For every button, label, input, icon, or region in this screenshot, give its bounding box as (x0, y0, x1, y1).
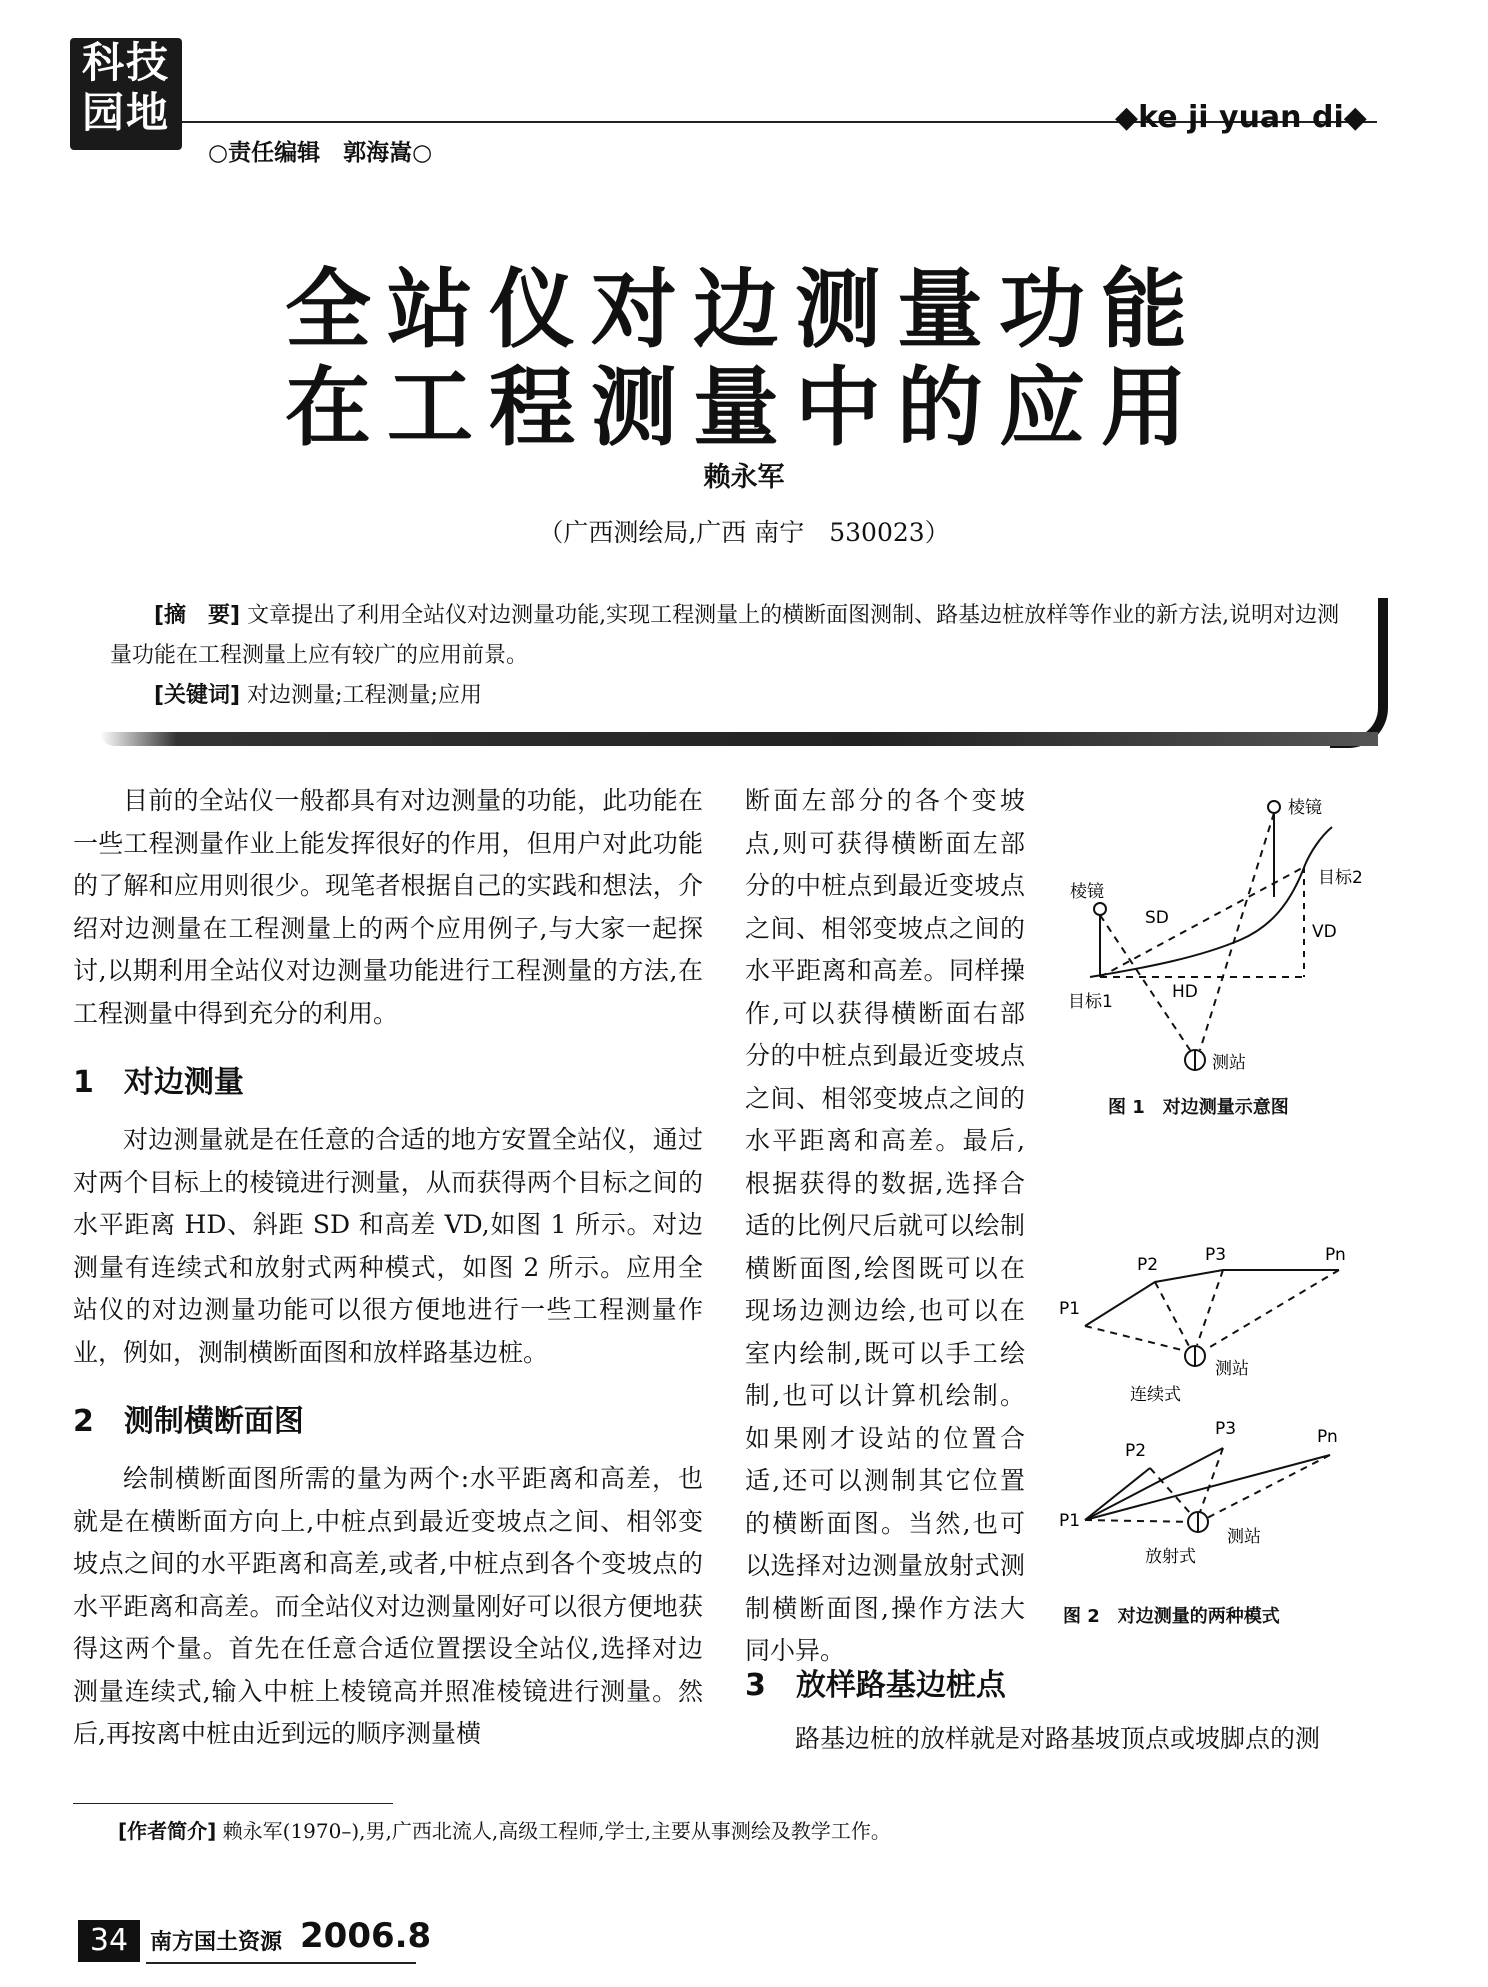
fig1-station-label: 测站 (1212, 1053, 1246, 1073)
fig2-mode-continuous: 连续式 (1130, 1385, 1181, 1405)
column-logo-line2: 园地 (81, 88, 170, 137)
keywords-label: [关键词] (154, 683, 241, 708)
abstract-bar (100, 732, 1378, 746)
section3-block (745, 1660, 1385, 1761)
fig2-mode-radial: 放射式 (1145, 1547, 1196, 1567)
keywords-text: 对边测量;工程测量;应用 (247, 683, 482, 708)
fig2-c-p2: P2 (1137, 1255, 1159, 1275)
page-number: 34 (78, 1920, 140, 1962)
intro-paragraph: 目前的全站仪一般都具有对边测量的功能，此功能在一些工程测量作业上能发挥很好的作用，但用户对此功能的了解和应用则很少。现笔者根据自己的实践和想法，介绍对边测量在工程测量上的两个应用例子,与大家一起探讨,以期利用全站仪对边测量功能进行工程测量的方法,在工程测量中得到充分的利用。 (73, 786, 703, 1028)
radial-mode (1085, 1448, 1330, 1522)
section3-title: 3 放样路基边桩点 (745, 1668, 1006, 1703)
fig1-vd-label: VD (1312, 922, 1337, 942)
abstract-label: [摘 要] (154, 603, 241, 628)
fig2-c-p3: P3 (1205, 1245, 1227, 1265)
left-column (73, 780, 703, 1756)
figure1 (1060, 785, 1380, 1125)
continuous-station-icon (1185, 1346, 1205, 1366)
author-note-label: [作者简介] (118, 1819, 217, 1843)
figure1-caption: 图 1 对边测量示意图 (1108, 1097, 1289, 1118)
section2-continued: 断面左部分的各个变坡点,则可获得横断面左部分的中桩点到最近变坡点之间、相邻变坡点之间的水平距离和高差。同样操作,可以获得横断面右部分的中桩点到最近变坡点之间、相邻变坡点之间的水平距离和高差。最后,根据获得的数据,选择合适的比例尺后就可以绘制横断面图,绘图既可以在现场边测边绘,也可以在室内绘制,既可以手工绘制,也可以计算机绘制。如果刚才设站的位置合适,还可以测制其它位置的横断面图。当然,也可以选择对边测量放射式测制横断面图,操作方法大同小异。 (745, 786, 1025, 1665)
fig1-hd-label: HD (1172, 982, 1198, 1002)
keywords-paragraph (110, 676, 1350, 716)
figure2-diagram (1055, 1230, 1385, 1580)
author-note-text: 赖永军(1970–),男,广西北流人,高级工程师,学士,主要从事测绘及教学工作。 (222, 1819, 891, 1843)
fig1-target1-label: 目标1 (1068, 992, 1113, 1012)
figure1-diagram (1060, 785, 1380, 1085)
abstract-text: 文章提出了利用全站仪对边测量功能,实现工程测量上的横断面图测制、路基边桩放样等作业的新方法,说明对边测量功能在工程测量上应有较广的应用前景。 (110, 603, 1340, 668)
radial-station-icon (1188, 1512, 1208, 1532)
figure2-caption: 图 2 对边测量的两种模式 (1063, 1606, 1280, 1627)
author-note (118, 1815, 891, 1844)
author: 赖永军 (703, 462, 785, 493)
section3-paragraph: 路基边桩的放样就是对路基坡顶点或坡脚点的测 (795, 1724, 1321, 1753)
footnote-rule (73, 1803, 393, 1804)
fig2-c-station: 测站 (1215, 1359, 1249, 1379)
fig2-c-p1: P1 (1059, 1299, 1081, 1319)
fig2-r-pn: Pn (1317, 1427, 1338, 1447)
title-line1: 全站仪对边测量功能 (285, 260, 1203, 360)
abstract-block (110, 596, 1350, 716)
fig2-r-station: 测站 (1227, 1527, 1261, 1547)
fig1-prism2-label: 棱镜 (1288, 798, 1322, 818)
middle-column (745, 780, 1025, 1673)
column-name-pinyin: ◆ke ji yuan di◆ (1115, 100, 1367, 135)
section1-paragraph: 对边测量就是在任意的合适的地方安置全站仪，通过对两个目标上的棱镜进行测量，从而获得两个目标之间的水平距离 HD、斜距 SD 和高差 VD,如图 1 所示。对边测量有连续式和放射式两种模式，如图 2 所示。应用全站仪的对边测量功能可以很方便地进行一些工程测量作业，例如，测制横断面图和放样路基边桩。 (73, 1125, 703, 1367)
prism1-icon (1094, 903, 1106, 915)
station-icon (1185, 1050, 1205, 1070)
column-logo-line1: 科技 (81, 38, 170, 87)
prism2-icon (1268, 801, 1280, 813)
footer-rule (146, 1962, 416, 1964)
fig2-c-pn: Pn (1325, 1245, 1346, 1265)
editor-credit: ○责任编辑 郭海嵩○ (208, 140, 433, 166)
ray2 (1200, 813, 1274, 1050)
column-logo (70, 38, 182, 150)
continuous-mode (1085, 1270, 1339, 1352)
fig1-sd-label: SD (1145, 908, 1169, 928)
title-line2: 在工程测量中的应用 (285, 358, 1203, 458)
journal-issue: 2006.8 (300, 1916, 432, 1956)
figure2 (1055, 1230, 1385, 1630)
abstract-bracket (1330, 598, 1388, 748)
section2-paragraph: 绘制横断面图所需的量为两个:水平距离和高差，也就是在横断面方向上,中桩点到最近变坡点之间、相邻变坡点之间的水平距离和高差,或者,中桩点到各个变坡点的水平距离和高差。而全站仪对边测量刚好可以很方便地获得这两个量。首先在任意合适位置摆设全站仪,选择对边测量连续式,输入中桩上棱镜高并照准棱镜进行测量。然后,再按离中桩由近到远的顺序测量横 (73, 1464, 703, 1748)
journal-name: 南方国土资源 (150, 1930, 283, 1955)
fig2-r-p1: P1 (1059, 1511, 1081, 1531)
terrain-curve (1090, 827, 1332, 977)
abstract-paragraph (110, 596, 1350, 676)
section1-title: 1 对边测量 (73, 1065, 244, 1100)
fig2-r-p2: P2 (1125, 1441, 1147, 1461)
section2-title: 2 测制横断面图 (73, 1404, 304, 1439)
affiliation: （广西测绘局,广西 南宁 530023） (538, 518, 950, 547)
fig2-r-p3: P3 (1215, 1419, 1237, 1439)
fig1-target2-label: 目标2 (1318, 868, 1363, 888)
fig1-prism1-label: 棱镜 (1070, 882, 1104, 902)
